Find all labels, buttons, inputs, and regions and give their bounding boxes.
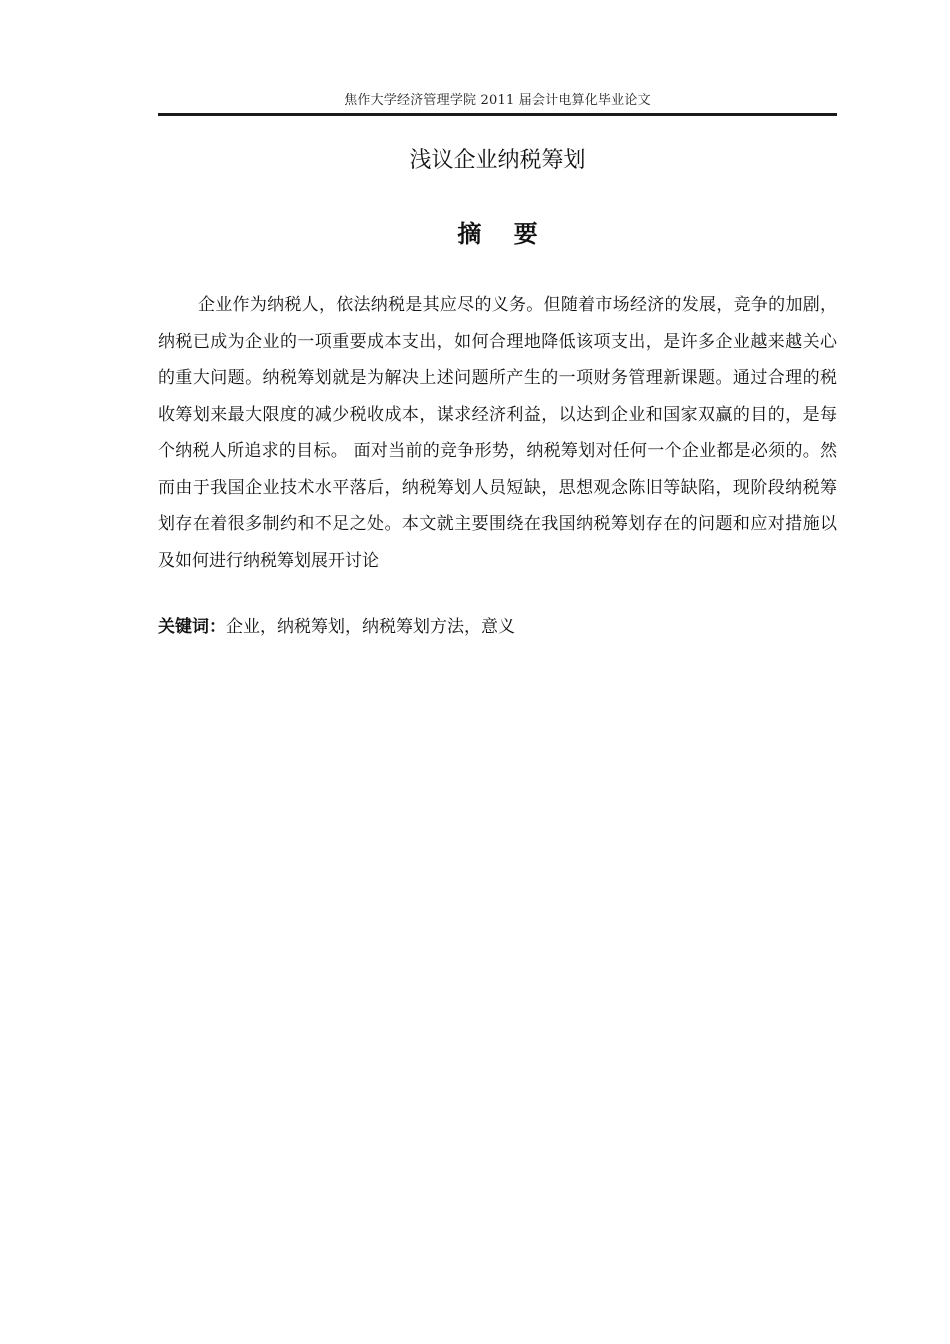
running-header: 焦作大学经济管理学院 2011 届会计电算化毕业论文 [344,93,651,108]
abstract-heading: 摘 要 [457,220,550,248]
header-rule [158,113,837,116]
keywords-text: 企业，纳税筹划，纳税筹划方法，意义 [226,617,515,637]
keywords-label: 关键词： [158,617,226,637]
abstract-paragraph: 企业作为纳税人，依法纳税是其应尽的义务。但随着市场经济的发展，竞争的加剧，纳税已成为企业的一项重要成本支出，如何合理地降低该项支出，是许多企业越来越关心的重大问题。纳税筹划就是为解决上述问题所产生的一项财务管理新课题。通过合理的税收筹划来最大限度的减少税收成本，谋求经济利益，以达到企业和国家双赢的目的，是每个纳税人所追求的目标。 面对当前的竞争形势，纳税筹划对任何一个企业都是必须的。然而由于我国企业技术水平落后，纳税筹划人员短缺，思想观念陈旧等缺陷，现阶段纳税筹划存在着很多制约和不足之处。本文就主要围绕在我国纳税筹划存在的问题和应对措施以及如何进行纳税筹划展开讨论 [158,295,837,571]
document-title: 浅议企业纳税筹划 [409,148,586,173]
keywords-line [158,612,837,642]
